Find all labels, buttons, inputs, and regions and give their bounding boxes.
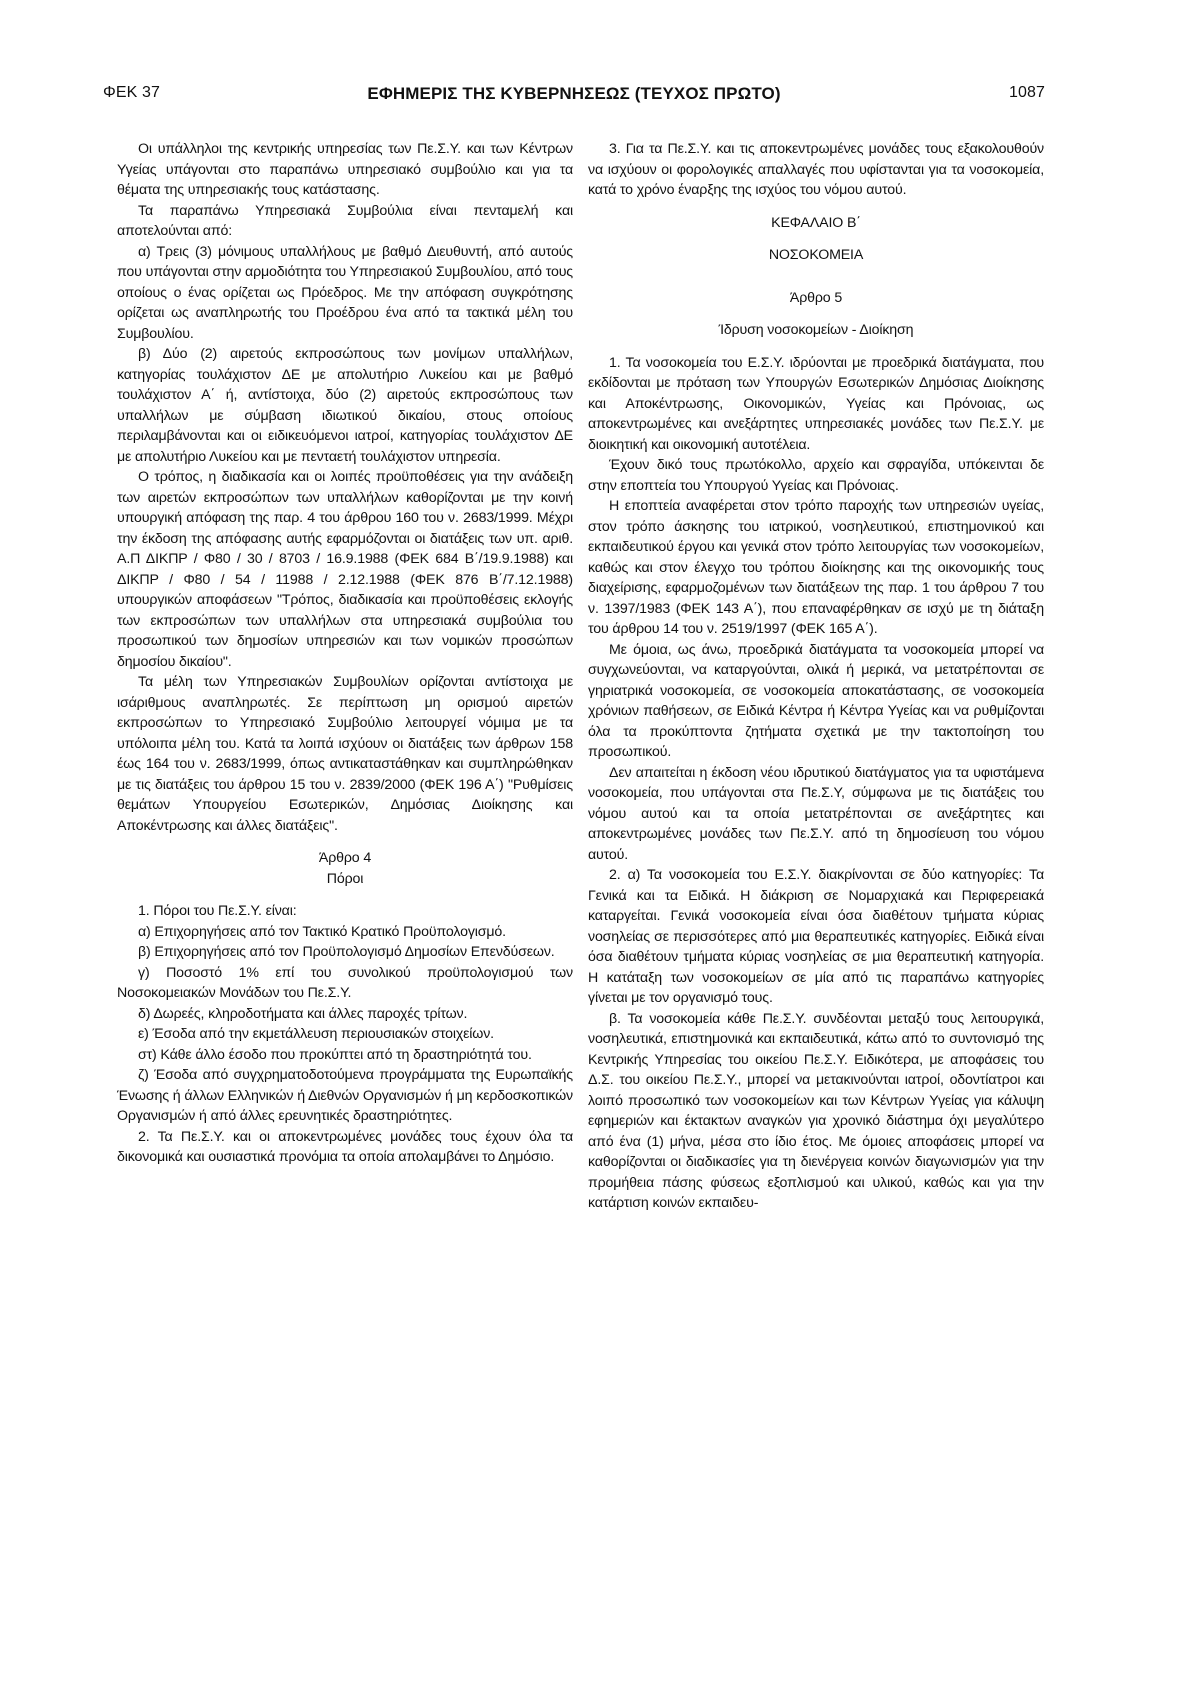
article-4-subtitle: Πόροι [326,870,364,887]
paragraph-councils: Τα παραπάνω Υπηρεσιακά Συμβούλια είναι πενταμελή και αποτελούνται από: [117,202,573,239]
article-4-item-st: στ) Κάθε άλλο έσοδο που προκύπτει από τη δραστηριότητά του. [138,1046,532,1063]
gazette-title: ΕΦΗΜΕΡΙΣ ΤΗΣ ΚΥΒΕΡΝΗΣΕΩΣ (ΤΕΥΧΟΣ ΠΡΩΤΟ) [367,84,781,103]
chapter-subtitle: ΝΟΣΟΚΟΜΕΙΑ [768,247,864,263]
paragraph-election-procedure: Ο τρόπος, η διαδικασία και οι λοιπές προϋποθέσεις για την ανάδειξη των αιρετών εκπροσώπων των υπαλλήλων καθορίζονται με την κοινή υπουργική απόφαση της παρ. 4 του άρθρου 160 του ν. 2683/1999. Μέχρι την έκδοση της απόφασης αυτής εφαρμόζονται οι διατάξεις των υπ. αριθ. Α.Π ΔΙΚΠΡ / Φ80 / 30 / 8703 / 16.9.1988 (ΦΕΚ 684 Β΄/19.9.1988) και ΔΙΚΠΡ / Φ80 / 54 / 11988 / 2.12.1988 (ΦΕΚ 876 Β΄/7.12.1988) υπουργικών αποφάσεων "Τρόπος, διαδικασία και προϋποθέσεις εκλογής των εκπροσώπων των υπαλλήλων στα υπηρεσιακά συμβούλια του προσωπικού των δημοσίων υπηρεσιών και των νομικών προσώπων δημοσίου δικαίου". [117,469,573,670]
paragraph-merge: Με όμοια, ως άνω, προεδρικά διατάγματα τα νοσοκομεία μπορεί να συγχωνεύονται, να καταργούνται, ολικά ή μερικά, να μετατρέπονται σε γηριατρικά νοσοκομεία, σε νοσοκομεία αποκατάστασης, σε νοσοκομεία χρόνιων παθήσεων, σε Ειδικά Κέντρα ή Κέντρα Υγείας και να ρυθμίζονται όλα τα προκύπτοντα ζητήματα σχετικά με την τακτοποίηση του προσωπικού. [588,641,1044,760]
issue-number: ΦΕΚ 37 [103,84,160,101]
article-4-item-e: ε) Έσοδα από την εκμετάλλευση περιουσιακών στοιχείων. [138,1026,494,1042]
paragraph-seal: Έχουν δικό τους πρωτόκολλο, αρχείο και σφραγίδα, υπόκεινται δε στην εποπτεία του Υπουργού Υγείας και Πρόνοιας. [588,457,1044,494]
left-column [117,139,573,1168]
article-5-item-2a: 2. α) Τα νοσοκομεία του Ε.Σ.Υ. διακρίνονται σε δύο κατηγορίες: Τα Γενικά και τα Ειδικά. Η διάκριση σε Νομαρχιακά και Περιφερειακά καταργείται. Γενικά νοσοκομεία είναι όσα διαθέτουν τμήματα κύριας νοσηλείας σε περισσότερες από μια θεραπευτικές κατηγορίες. Ειδικά είναι όσα διαθέτουν τμήματα κύριας νοσηλείας σε μια θεραπευτική κατηγορία. Η κατάταξη των νοσοκομείων σε μία από τις παραπάνω κατηγορίες γίνεται με τον οργανισμό τους. [588,867,1044,1006]
article-4-item-d: δ) Δωρεές, κληροδοτήματα και άλλες παροχές τρίτων. [138,1005,468,1022]
article-4-item-2: 2. Τα Πε.Σ.Υ. και οι αποκεντρωμένες μονάδες τους έχουν όλα τα δικονομικά και ουσιαστικά προνόμια τα οποία απολαμβάνει το Δημόσιο. [117,1128,573,1165]
paragraph-employees: Οι υπάλληλοι της κεντρικής υπηρεσίας των Πε.Σ.Υ. και των Κέντρων Υγείας υπάγονται στο παραπάνω υπηρεσιακό συμβούλιο και για τα θέματα της υπηρεσιακής τους κατάστασης. [117,141,573,198]
paragraph-no-new-decree: Δεν απαιτείται η έκδοση νέου ιδρυτικού διατάγματος για τα υφιστάμενα νοσοκομεία, που υπάγονται στα Πε.Σ.Υ, σύμφωνα με τις διατάξεις του νόμου αυτού και τα οποία μετατρέπονται σε ανεξάρτητες και αποκεντρωμένες μονάδες των Πε.Σ.Υ. από τη δημοσίευση του νόμου αυτού. [588,764,1044,863]
paragraph-supervision: Η εποπτεία αναφέρεται στον τρόπο παροχής των υπηρεσιών υγείας, στον τρόπο άσκησης του ιατρικού, νοσηλευτικού, επιστημονικού και εκπαιδευτικού έργου και γενικά στον τρόπο λειτουργίας των νοσοκομείων, καθώς και στον έλεγχο του τρόπου διοίκησης και της οικονομικής τους διαχείρισης, εφαρμοζομένων των διατάξεων της παρ. 1 του άρθρου 7 του ν. 1397/1983 (ΦΕΚ 143 Α΄), που επαναφέρθηκαν σε ισχύ με τη διάταξη του άρθρου 14 του ν. 2519/1997 (ΦΕΚ 165 Α΄). [588,498,1044,637]
paragraph-members-b: β) Δύο (2) αιρετούς εκπροσώπους των μονίμων υπαλλήλων, κατηγορίας τουλάχιστον ΔΕ με απολυτήριο Λυκείου και με βαθμό τουλάχιστον Α΄ ή, αντίστοιχα, δύο (2) αιρετούς εκπροσώπους των υπαλλήλων με σύμβαση ιδιωτικού δικαίου, στους οποίους περιλαμβάνονται και οι ειδικευόμενοι ιατροί, κατηγορίας τουλάχιστον ΔΕ με απολυτήριο Λυκείου και με πενταετή τουλάχιστον υπηρεσία. [117,346,573,465]
paragraph-members-a: α) Τρεις (3) μόνιμους υπαλλήλους με βαθμό Διευθυντή, από αυτούς που υπάγονται στην αρμοδιότητα του Υπηρεσιακού Συμβουλίου, από τους οποίους ο ένας ορίζεται ως Πρόεδρος. Με την απόφαση συγκρότησης ορίζεται ως αναπληρωτής του Προέδρου ένα από τα τακτικά μέλη του Συμβουλίου. [117,243,573,342]
article-4-item-b: β) Επιχορηγήσεις από τον Προϋπολογισμό Δημοσίων Επενδύσεων. [138,944,555,960]
article-5-subtitle: Ίδρυση νοσοκομείων - Διοίκηση [718,322,914,338]
article-5-item-1: 1. Τα νοσοκομεία του Ε.Σ.Υ. ιδρύονται με προεδρικά διατάγματα, που εκδίδονται με πρόταση των Υπουργών Εσωτερικών Δημόσιας Διοίκησης και Αποκέντρωσης, Οικονομικών, Υγείας και Πρόνοιας, ως αποκεντρωμένες και ανεξάρτητες υπηρεσιακές μονάδες των Πε.Σ.Υ. με διοικητική και οικονομική αυτοτέλεια. [588,354,1044,453]
article-4-item-a: α) Επιχορηγήσεις από τον Τακτικό Κρατικό Προϋπολογισμό. [138,923,506,940]
paragraph-tax-exemptions: 3. Για τα Πε.Σ.Υ. και τις αποκεντρωμένες μονάδες τους εξακολουθούν να ισχύουν οι φορολογικές απαλλαγές που υφίστανται για τα νοσοκομεία, κατά το χρόνο έναρξης της ισχύος του νόμου αυτού. [588,141,1044,198]
page-header [103,84,1045,112]
article-4-item-1: 1. Πόροι του Πε.Σ.Υ. είναι: [138,903,297,919]
page-number: 1087 [1009,84,1045,101]
paragraph-alternates: Τα μέλη των Υπηρεσιακών Συμβουλίων ορίζονται αντίστοιχα με ισάριθμους αναπληρωτές. Σε περίπτωση μη ορισμού αιρετών εκπροσώπων το Υπηρεσιακό Συμβούλιο λειτουργεί νόμιμα με τα υπόλοιπα μέλη του. Κατά τα λοιπά ισχύουν οι διατάξεις των άρθρων 158 έως 164 του ν. 2683/1999, όπως αντικαταστάθηκαν και συμπληρώθηκαν με τις διατάξεις του άρθρου 15 του ν. 2839/2000 (ΦΕΚ 196 Α΄) "Ρυθμίσεις θεμάτων Υπουργείου Εσωτερικών, Δημόσιας Διοίκησης και Αποκέντρωσης και άλλες διατάξεις". [117,674,573,834]
right-column [588,139,1044,1214]
article-5-item-2b: β. Τα νοσοκομεία κάθε Πε.Σ.Υ. συνδέονται μεταξύ τους λειτουργικά, νοσηλευτικά, επιστημονικά και εκπαιδευτικά, κάτω από το συντονισμό της Κεντρικής Υπηρεσίας του οικείου Πε.Σ.Υ. Ειδικότερα, με αποφάσεις του Δ.Σ. του οικείου Πε.Σ.Υ., μπορεί να μετακινούνται ιατροί, οδοντίατροι και λοιπό προσωπικό των νοσοκομείων και των Κέντρων Υγείας για κάλυψη εφημεριών και έκτακτων αναγκών για χρονικό διάστημα όχι μεγαλύτερο από ένα (1) μήνα, μέσα στο ίδιο έτος. Με όμοιες αποφάσεις μπορεί να καθορίζονται οι διαδικασίες για τη διενέργεια κοινών διαγωνισμών για την προμήθεια πάσης φύσεως εξοπλισμού και υλικού, καθώς και για την κατάρτιση κοινών εκπαιδευ- [588,1010,1044,1211]
article-4-item-c: γ) Ποσοστό 1% επί του συνολικού προϋπολογισμού των Νοσοκομειακών Μονάδων του Πε.Σ.Υ. [117,964,573,1001]
article-4-title: Άρθρο 4 [318,850,372,866]
article-5-title: Άρθρο 5 [789,289,843,306]
article-4-item-z: ζ) Έσοδα από συγχρηματοδοτούμενα προγράμματα της Ευρωπαϊκής Ένωσης ή άλλων Ελληνικών ή Διεθνών Οργανισμών ή μη κερδοσκοπικών Οργανισμών ή από άλλες ερευνητικές δραστηριότητες. [117,1067,573,1124]
chapter-title: ΚΕΦΑΛΑΙΟ Β΄ [771,214,861,231]
